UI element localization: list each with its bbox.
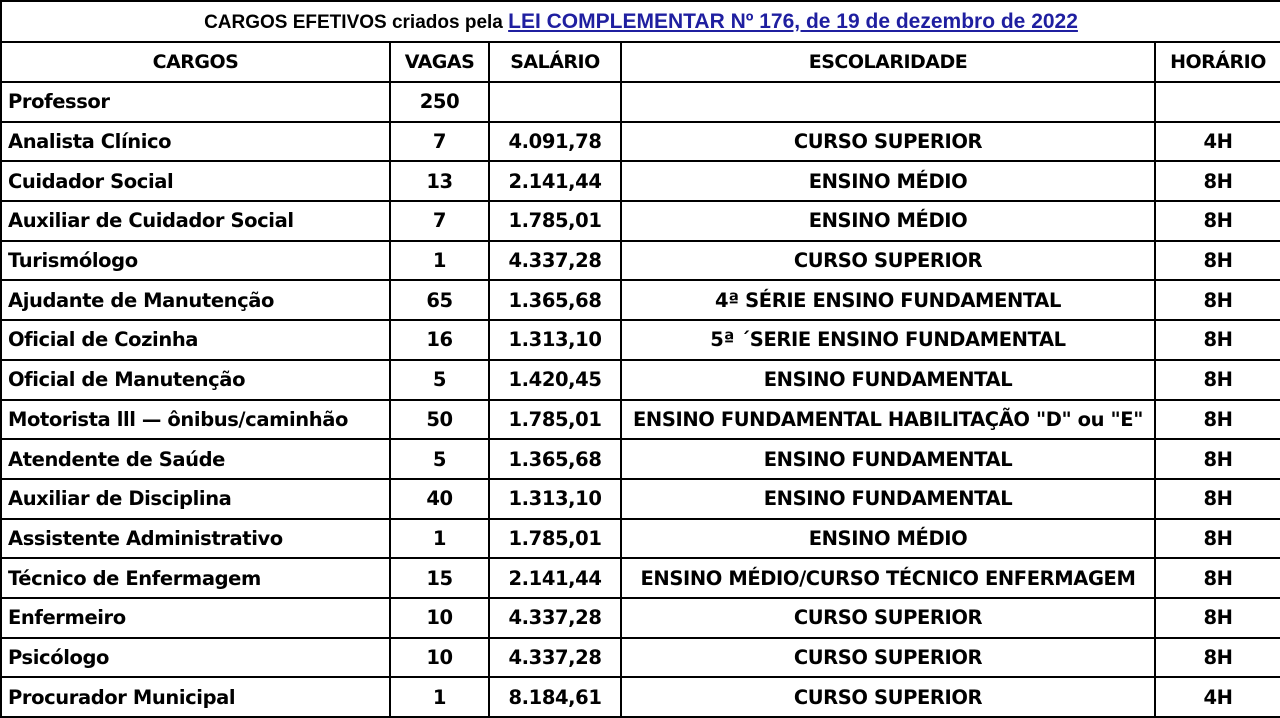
cell-horario: 8H [1155, 161, 1280, 201]
law-link[interactable]: LEI COMPLEMENTAR Nº 176, de 19 de dezembro de 2022 [508, 9, 1078, 33]
header-row [1, 42, 1280, 82]
cell-salario: 4.091,78 [489, 122, 621, 162]
cell-cargo: Cuidador Social [1, 161, 390, 201]
table-row [1, 638, 1280, 678]
cell-horario: 8H [1155, 280, 1280, 320]
cell-vagas: 250 [390, 82, 489, 122]
table-row [1, 122, 1280, 162]
cell-salario: 1.365,68 [489, 280, 621, 320]
cell-horario: 8H [1155, 638, 1280, 678]
cell-cargo: Professor [1, 82, 390, 122]
cell-vagas: 5 [390, 360, 489, 400]
cell-vagas: 65 [390, 280, 489, 320]
cell-salario: 1.785,01 [489, 519, 621, 559]
cell-cargo: Atendente de Saúde [1, 439, 390, 479]
table-row [1, 320, 1280, 360]
cell-salario: 4.337,28 [489, 638, 621, 678]
cell-escolaridade: ENSINO FUNDAMENTAL [621, 439, 1155, 479]
table-row [1, 558, 1280, 598]
cell-horario: 8H [1155, 519, 1280, 559]
cell-vagas: 16 [390, 320, 489, 360]
cell-cargo: Procurador Municipal [1, 677, 390, 717]
header-vagas: VAGAS [390, 42, 489, 82]
cell-salario: 1.313,10 [489, 320, 621, 360]
cell-cargo: Enfermeiro [1, 598, 390, 638]
cell-vagas: 13 [390, 161, 489, 201]
table-row [1, 400, 1280, 440]
table-row [1, 519, 1280, 559]
cell-horario: 8H [1155, 479, 1280, 519]
cell-horario: 8H [1155, 320, 1280, 360]
table-title-row [1, 1, 1280, 42]
table-row [1, 82, 1280, 122]
cell-cargo: Analista Clínico [1, 122, 390, 162]
cell-cargo: Auxiliar de Disciplina [1, 479, 390, 519]
cell-vagas: 10 [390, 638, 489, 678]
table-row [1, 439, 1280, 479]
table-row [1, 598, 1280, 638]
cell-horario: 8H [1155, 400, 1280, 440]
cell-cargo: Ajudante de Manutenção [1, 280, 390, 320]
cell-horario: 8H [1155, 360, 1280, 400]
cell-cargo: Psicólogo [1, 638, 390, 678]
cell-horario: 8H [1155, 558, 1280, 598]
cell-horario: 4H [1155, 677, 1280, 717]
title-prefix: CARGOS EFETIVOS criados pela [204, 11, 503, 33]
cell-vagas: 50 [390, 400, 489, 440]
cell-cargo: Oficial de Manutenção [1, 360, 390, 400]
cell-vagas: 1 [390, 241, 489, 281]
cell-escolaridade: ENSINO MÉDIO [621, 201, 1155, 241]
cell-escolaridade: ENSINO MÉDIO/CURSO TÉCNICO ENFERMAGEM [621, 558, 1155, 598]
cell-cargo: Oficial de Cozinha [1, 320, 390, 360]
table-row [1, 479, 1280, 519]
header-salario: SALÁRIO [489, 42, 621, 82]
cell-cargo: Técnico de Enfermagem [1, 558, 390, 598]
cell-escolaridade [621, 82, 1155, 122]
cell-escolaridade: 5ª ´SERIE ENSINO FUNDAMENTAL [621, 320, 1155, 360]
cell-escolaridade: ENSINO MÉDIO [621, 161, 1155, 201]
cell-escolaridade: 4ª SÉRIE ENSINO FUNDAMENTAL [621, 280, 1155, 320]
cell-vagas: 1 [390, 677, 489, 717]
cell-vagas: 7 [390, 201, 489, 241]
table-row [1, 677, 1280, 717]
cell-horario: 8H [1155, 241, 1280, 281]
table-row [1, 201, 1280, 241]
cell-vagas: 5 [390, 439, 489, 479]
cell-vagas: 10 [390, 598, 489, 638]
table-row [1, 360, 1280, 400]
cell-salario: 4.337,28 [489, 598, 621, 638]
header-horario: HORÁRIO [1155, 42, 1280, 82]
cell-vagas: 15 [390, 558, 489, 598]
cell-salario: 1.785,01 [489, 400, 621, 440]
cell-horario: 8H [1155, 201, 1280, 241]
cell-salario: 4.337,28 [489, 241, 621, 281]
cell-escolaridade: ENSINO FUNDAMENTAL [621, 360, 1155, 400]
cell-vagas: 1 [390, 519, 489, 559]
cell-cargo: Auxiliar de Cuidador Social [1, 201, 390, 241]
cell-salario: 1.313,10 [489, 479, 621, 519]
cell-cargo: Motorista lll — ônibus/caminhão [1, 400, 390, 440]
cell-escolaridade: ENSINO FUNDAMENTAL HABILITAÇÃO "D" ou "E" [621, 400, 1155, 440]
cell-salario [489, 82, 621, 122]
cell-salario: 2.141,44 [489, 161, 621, 201]
cell-escolaridade: CURSO SUPERIOR [621, 598, 1155, 638]
header-escolaridade: ESCOLARIDADE [621, 42, 1155, 82]
cell-vagas: 40 [390, 479, 489, 519]
cell-escolaridade: ENSINO MÉDIO [621, 519, 1155, 559]
cell-salario: 1.785,01 [489, 201, 621, 241]
cell-escolaridade: CURSO SUPERIOR [621, 677, 1155, 717]
table-title [1, 1, 1280, 42]
cell-horario: 8H [1155, 598, 1280, 638]
cell-escolaridade: CURSO SUPERIOR [621, 241, 1155, 281]
cell-horario: 4H [1155, 122, 1280, 162]
table-row [1, 241, 1280, 281]
cell-escolaridade: CURSO SUPERIOR [621, 122, 1155, 162]
cell-salario: 1.420,45 [489, 360, 621, 400]
table-row [1, 280, 1280, 320]
cell-horario [1155, 82, 1280, 122]
cell-cargo: Assistente Administrativo [1, 519, 390, 559]
cell-vagas: 7 [390, 122, 489, 162]
cell-salario: 1.365,68 [489, 439, 621, 479]
cell-escolaridade: CURSO SUPERIOR [621, 638, 1155, 678]
header-cargos: CARGOS [1, 42, 390, 82]
cell-cargo: Turismólogo [1, 241, 390, 281]
cell-salario: 8.184,61 [489, 677, 621, 717]
table-row [1, 161, 1280, 201]
cell-salario: 2.141,44 [489, 558, 621, 598]
cell-escolaridade: ENSINO FUNDAMENTAL [621, 479, 1155, 519]
cell-horario: 8H [1155, 439, 1280, 479]
